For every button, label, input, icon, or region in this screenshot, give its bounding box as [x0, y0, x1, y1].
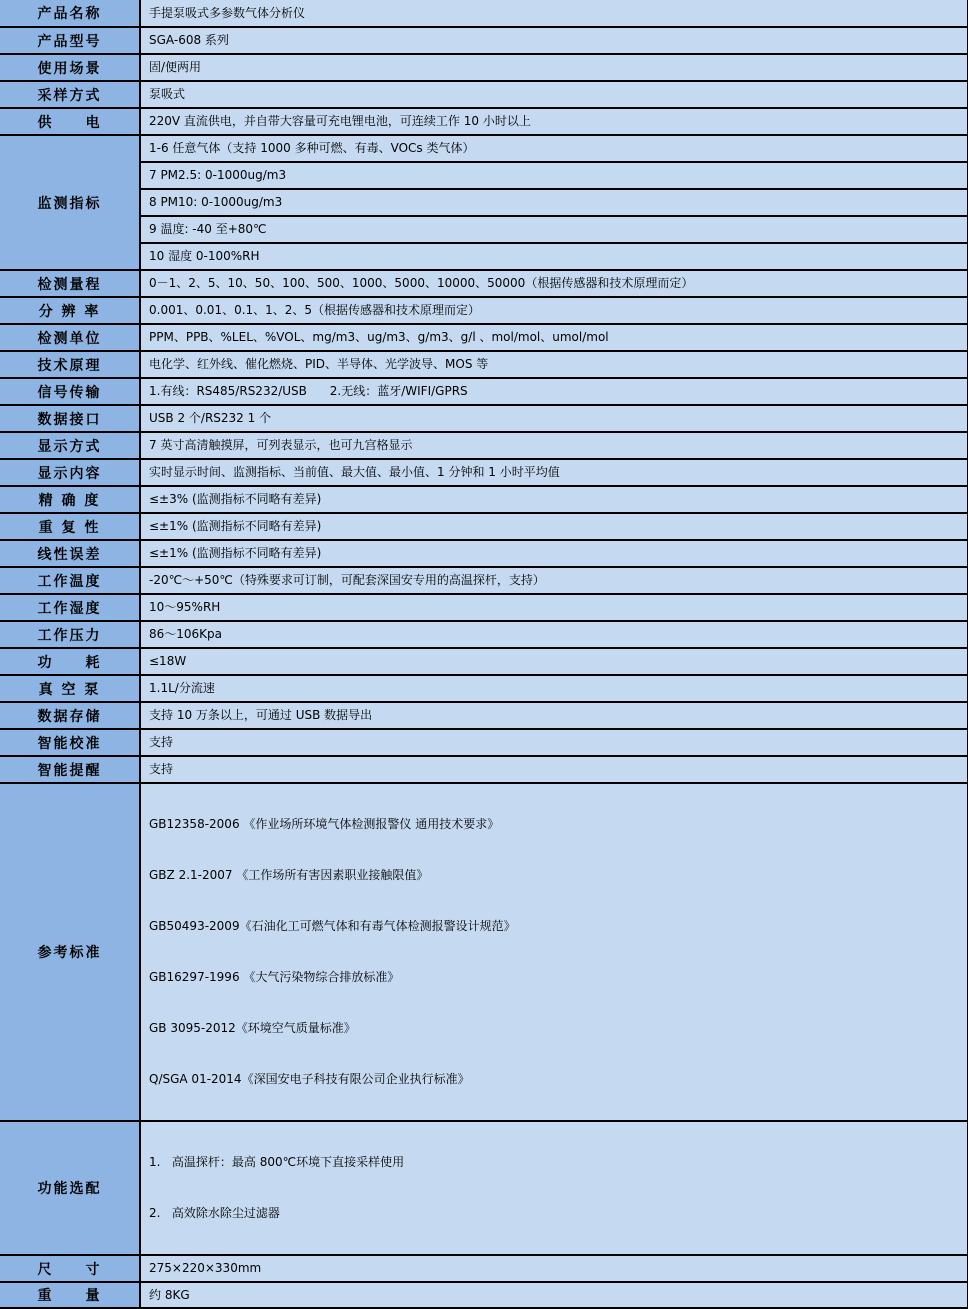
spec-value: 10～95%RH [140, 594, 968, 621]
table-row [0, 486, 968, 513]
table-row [0, 621, 968, 648]
table-row [0, 648, 968, 675]
spec-label: 重 量 [0, 1282, 140, 1308]
table-row [0, 1121, 968, 1255]
table-row [0, 297, 968, 324]
spec-label: 显示内容 [0, 459, 140, 486]
table-row [0, 216, 968, 243]
table-row [0, 270, 968, 297]
spec-label: 采样方式 [0, 81, 140, 108]
spec-value-line: GB12358-2006 《作业场所环境气体检测报警仪 通用技术要求》 [149, 817, 500, 831]
spec-value: 1-6 任意气体（支持 1000 多种可燃、有毒、VOCs 类气体） [140, 135, 968, 162]
spec-label: 使用场景 [0, 54, 140, 81]
spec-label: 尺 寸 [0, 1255, 140, 1282]
spec-value: 8 PM10: 0-1000ug/m3 [140, 189, 968, 216]
spec-value: 手提泵吸式多参数气体分析仪 [140, 0, 968, 27]
spec-value: 220V 直流供电，并自带大容量可充电锂电池，可连续工作 10 小时以上 [140, 108, 968, 135]
spec-value-line: 2. 高效除水除尘过滤器 [149, 1206, 280, 1220]
table-row [0, 108, 968, 135]
spec-value: 0－1、2、5、10、50、100、500、1000、5000、10000、50000（根据传感器和技术原理而定） [140, 270, 968, 297]
table-row [0, 405, 968, 432]
table-row [0, 540, 968, 567]
spec-value: PPM、PPB、%LEL、%VOL、mg/m3、ug/m3、g/m3、g/l 、mol/mol、umol/mol [140, 324, 968, 351]
spec-label: 参考标准 [0, 783, 140, 1121]
spec-label: 产品名称 [0, 0, 140, 27]
table-row [0, 162, 968, 189]
spec-value: 1.有线：RS485/RS232/USB 2.无线：蓝牙/WIFI/GPRS [140, 378, 968, 405]
table-row [0, 459, 968, 486]
spec-value: 约 8KG [140, 1282, 968, 1308]
table-row [0, 27, 968, 54]
spec-value: 支持 [140, 756, 968, 783]
spec-label: 精 确 度 [0, 486, 140, 513]
table-row [0, 432, 968, 459]
spec-value: 9 温度: -40 至+80℃ [140, 216, 968, 243]
spec-value: 支持 [140, 729, 968, 756]
spec-value-line: Q/SGA 01-2014《深国安电子科技有限公司企业执行标准》 [149, 1072, 470, 1086]
spec-value: 0.001、0.01、0.1、1、2、5（根据传感器和技术原理而定） [140, 297, 968, 324]
spec-label: 工作压力 [0, 621, 140, 648]
spec-value: 86～106Kpa [140, 621, 968, 648]
table-row [0, 135, 968, 162]
table-row [0, 351, 968, 378]
spec-label: 数据接口 [0, 405, 140, 432]
spec-label: 功能选配 [0, 1121, 140, 1255]
table-row [0, 567, 968, 594]
table-row [0, 243, 968, 270]
spec-label: 智能校准 [0, 729, 140, 756]
table-row [0, 81, 968, 108]
spec-label: 智能提醒 [0, 756, 140, 783]
spec-value-line: GBZ 2.1-2007 《工作场所有害因素职业接触限值》 [149, 868, 429, 882]
spec-value: SGA-608 系列 [140, 27, 968, 54]
spec-value-line: GB 3095-2012《环境空气质量标准》 [149, 1021, 356, 1035]
spec-value: 支持 10 万条以上，可通过 USB 数据导出 [140, 702, 968, 729]
spec-label: 技术原理 [0, 351, 140, 378]
spec-label: 真 空 泵 [0, 675, 140, 702]
spec-label: 检测量程 [0, 270, 140, 297]
table-row [0, 189, 968, 216]
table-row [0, 0, 968, 27]
spec-value: ≤±3% (监测指标不同略有差异) [140, 486, 968, 513]
spec-value: USB 2 个/RS232 1 个 [140, 405, 968, 432]
spec-label: 显示方式 [0, 432, 140, 459]
table-row [0, 513, 968, 540]
spec-value: ≤18W [140, 648, 968, 675]
table-row [0, 783, 968, 1121]
spec-value: ≤±1% (监测指标不同略有差异) [140, 513, 968, 540]
spec-value: ≤±1% (监测指标不同略有差异) [140, 540, 968, 567]
spec-value: 泵吸式 [140, 81, 968, 108]
spec-value: 电化学、红外线、催化燃烧、PID、半导体、光学波导、MOS 等 [140, 351, 968, 378]
spec-value-line: 1. 高温探杆：最高 800℃环境下直接采样使用 [149, 1155, 405, 1169]
table-row [0, 54, 968, 81]
table-row [0, 378, 968, 405]
spec-value: 固/便两用 [140, 54, 968, 81]
spec-label: 数据存储 [0, 702, 140, 729]
spec-label: 分 辨 率 [0, 297, 140, 324]
spec-label: 工作温度 [0, 567, 140, 594]
spec-value-line: GB16297-1996 《大气污染物综合排放标准》 [149, 970, 400, 984]
table-row [0, 729, 968, 756]
table-row [0, 324, 968, 351]
spec-label: 检测单位 [0, 324, 140, 351]
spec-value [140, 783, 968, 1121]
table-row [0, 675, 968, 702]
table-row [0, 702, 968, 729]
table-row [0, 1255, 968, 1282]
spec-value [140, 1121, 968, 1255]
spec-label: 监测指标 [0, 135, 140, 270]
spec-label: 信号传输 [0, 378, 140, 405]
table-row [0, 1282, 968, 1308]
spec-label: 供 电 [0, 108, 140, 135]
spec-value-line: GB50493-2009《石油化工可燃气体和有毒气体检测报警设计规范》 [149, 919, 516, 933]
spec-value: 7 英寸高清触摸屏，可列表显示，也可九宫格显示 [140, 432, 968, 459]
spec-value: 实时显示时间、监测指标、当前值、最大值、最小值、1 分钟和 1 小时平均值 [140, 459, 968, 486]
spec-value: 1.1L/分流速 [140, 675, 968, 702]
spec-label: 功 耗 [0, 648, 140, 675]
spec-value: 10 湿度 0-100%RH [140, 243, 968, 270]
table-row [0, 594, 968, 621]
spec-label: 线性误差 [0, 540, 140, 567]
spec-value: 275×220×330mm [140, 1255, 968, 1282]
spec-label: 工作湿度 [0, 594, 140, 621]
spec-label: 产品型号 [0, 27, 140, 54]
spec-label: 重 复 性 [0, 513, 140, 540]
table-row [0, 756, 968, 783]
spec-value: -20℃～+50℃（特殊要求可订制，可配套深国安专用的高温探杆，支持） [140, 567, 968, 594]
spec-value: 7 PM2.5: 0-1000ug/m3 [140, 162, 968, 189]
